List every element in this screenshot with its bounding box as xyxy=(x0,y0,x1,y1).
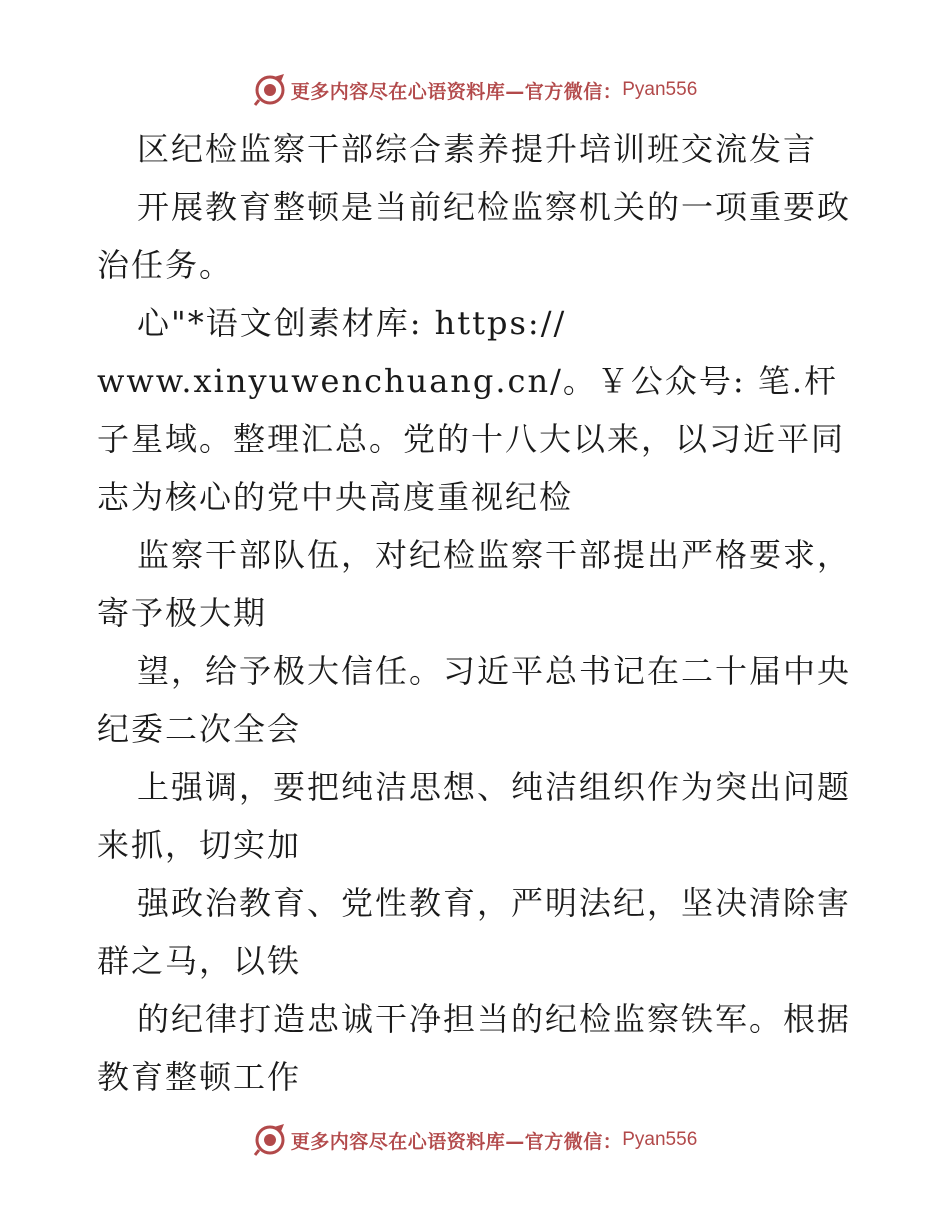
paragraph: 的纪律打造忠诚干净担当的纪检监察铁军。根据教育整顿工作 xyxy=(97,1000,852,1096)
paragraph: 开展教育整顿是当前纪检监察机关的一项重要政治任务。 xyxy=(97,188,852,284)
document-body xyxy=(97,120,857,1106)
banner-handle: Pyan556 xyxy=(622,1129,698,1150)
header-banner xyxy=(0,70,950,110)
paragraph: 上强调，要把纯洁思想、纯洁组织作为突出问题来抓，切实加 xyxy=(97,768,852,864)
paragraph: 监察干部队伍，对纪检监察干部提出严格要求，寄予极大期 xyxy=(97,536,852,632)
paragraph: www.xinyuwenchuang.cn/。￥公众号: 笔.杆子星域。整理汇总。党的十八大以来，以习近平同志为核心的党中央高度重视纪检 xyxy=(97,362,846,516)
banner-text: 更多内容尽在心语资料库—官方微信： xyxy=(290,80,623,103)
pen-logo-icon xyxy=(253,1123,287,1157)
paragraph: 心"*语文创素材库: https:// xyxy=(137,304,567,342)
paragraph: 强政治教育、党性教育，严明法纪，坚决清除害群之马，以铁 xyxy=(97,884,852,980)
pen-logo-icon xyxy=(253,73,287,107)
banner-handle: Pyan556 xyxy=(622,79,698,100)
paragraph: 望，给予极大信任。习近平总书记在二十届中央纪委二次全会 xyxy=(97,652,852,748)
banner-text: 更多内容尽在心语资料库—官方微信： xyxy=(290,1130,623,1153)
document-title: 区纪检监察干部综合素养提升培训班交流发言 xyxy=(137,130,818,168)
footer-banner xyxy=(0,1120,950,1160)
